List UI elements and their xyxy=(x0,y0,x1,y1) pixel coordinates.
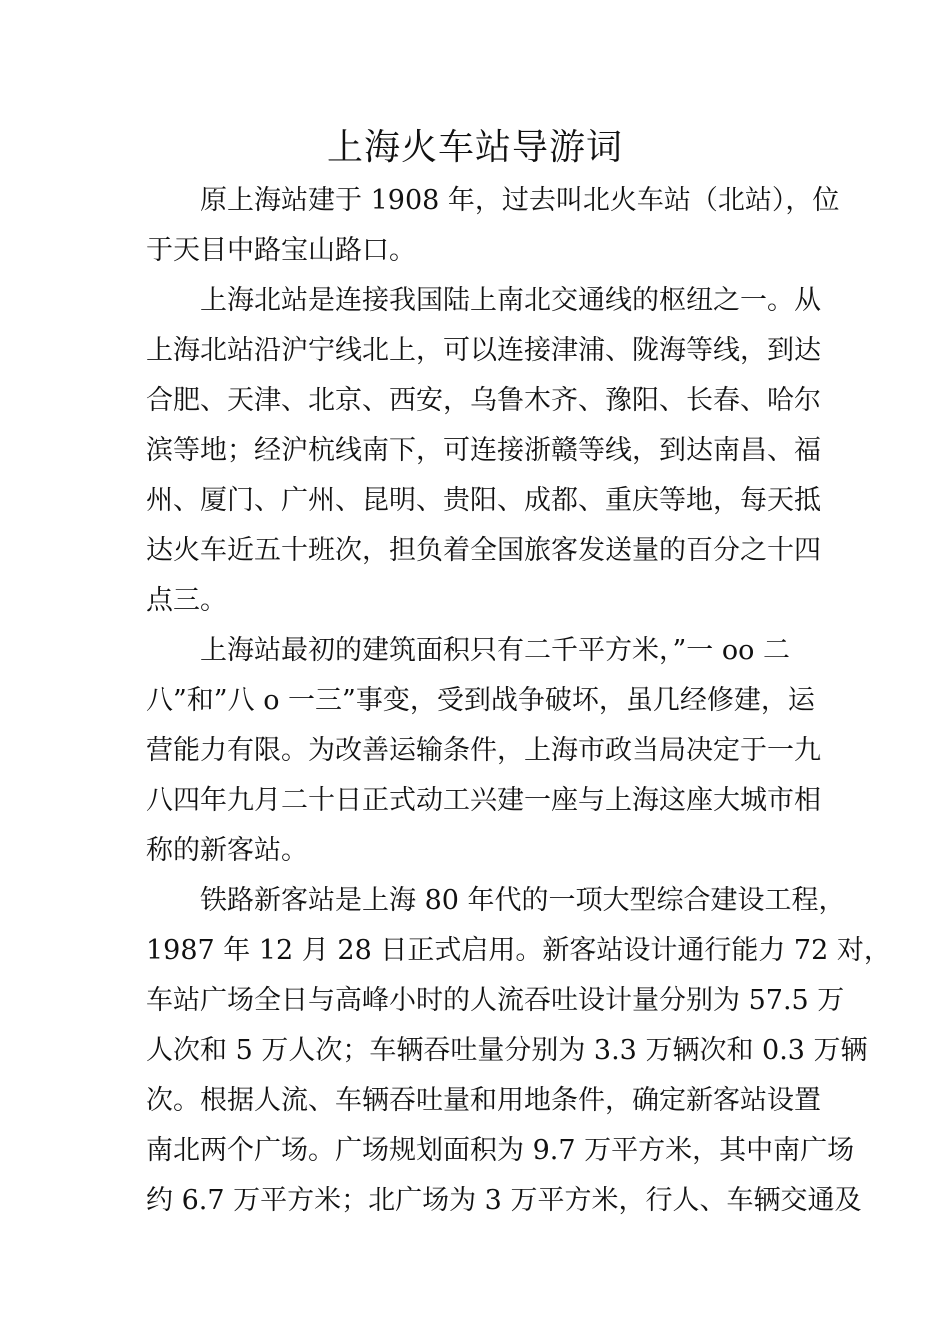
paragraph-4 xyxy=(146,876,891,1226)
text-line: 合肥、天津、北京、西安，乌鲁木齐、豫阳、长春、哈尔 xyxy=(146,385,821,416)
text-line: 称的新客站。 xyxy=(146,835,308,866)
paragraph-2 xyxy=(146,276,821,626)
text-line: 八四年九月二十日正式动工兴建一座与上海这座大城市相 xyxy=(146,785,821,816)
text-line: 营能力有限。为改善运输条件，上海市政当局决定于一九 xyxy=(146,735,821,766)
text-line: 州、厦门、广州、昆明、贵阳、成都、重庆等地，每天抵 xyxy=(146,485,821,516)
paragraph-3 xyxy=(146,626,821,876)
text-line: 铁路新客站是上海 80 年代的一项大型综合建设工程， xyxy=(200,885,846,916)
text-line: 车站广场全日与高峰小时的人流吞吐设计量分别为 57.5 万 xyxy=(146,985,845,1016)
text-line: 滨等地；经沪杭线南下，可连接浙赣等线，到达南昌、福 xyxy=(146,435,821,466)
paragraph-1 xyxy=(146,176,840,276)
text-line: 人次和 5 万人次；车辆吞吐量分别为 3.3 万辆次和 0.3 万辆 xyxy=(146,1035,868,1066)
text-line: 八”和”八 o 一三”事变，受到战争破坏，虽几经修建，运 xyxy=(146,685,815,716)
text-line: 原上海站建于 1908 年，过去叫北火车站（北站），位 xyxy=(200,185,840,216)
document-body xyxy=(146,176,891,1226)
document-title: 上海火车站导游词 xyxy=(326,127,623,168)
text-line: 于天目中路宝山路口。 xyxy=(146,235,416,266)
text-line: 次。根据人流、车辆吞吐量和用地条件，确定新客站设置 xyxy=(146,1085,821,1116)
text-line: 上海北站沿沪宁线北上，可以连接津浦、陇海等线，到达 xyxy=(146,335,821,366)
text-line: 达火车近五十班次，担负着全国旅客发送量的百分之十四 xyxy=(146,535,821,566)
text-line: 约 6.7 万平方米；北广场为 3 万平方米，行人、车辆交通及 xyxy=(146,1185,862,1216)
text-line: 上海北站是连接我国陆上南北交通线的枢纽之一。从 xyxy=(200,285,821,316)
text-line: 上海站最初的建筑面积只有二千平方米，”一 oo 二 xyxy=(200,635,790,666)
text-line: 点三。 xyxy=(146,585,227,616)
text-line: 1987 年 12 月 28 日正式启用。新客站设计通行能力 72 对， xyxy=(146,935,891,966)
text-line: 南北两个广场。广场规划面积为 9.7 万平方米，其中南广场 xyxy=(146,1135,855,1166)
